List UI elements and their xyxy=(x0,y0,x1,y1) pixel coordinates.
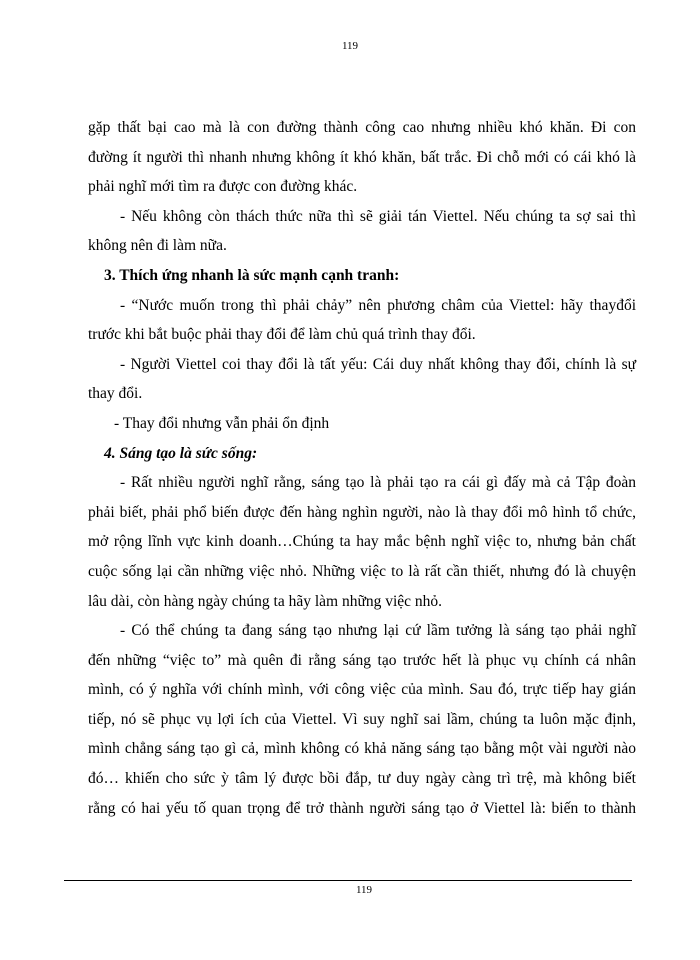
page-number-top: 119 xyxy=(341,40,359,52)
paragraph-2 xyxy=(88,202,636,261)
text-line: - “Nước muốn trong thì phải chảy” nên phương châm của Viettel: hãy thayđổi xyxy=(120,296,636,314)
paragraph-4 xyxy=(88,350,636,409)
text-line: tiếp, nó sẽ phục vụ lợi ích của Viettel. Vì suy nghĩ sai lầm, chúng ta luôn mặc định, xyxy=(88,710,636,728)
text-line: mình, có ý nghĩa với chính mình, với công việc của mình. Sau đó, trực tiếp hay gián xyxy=(88,681,636,699)
page-number-bottom: 119 xyxy=(355,884,373,896)
text-line: phải nghĩ mới tìm ra được con đường khác. xyxy=(88,178,358,196)
text-line: gặp thất bại cao mà là con đường thành công cao nhưng nhiều khó khăn. Đi con xyxy=(88,119,636,136)
paragraph-3 xyxy=(88,291,636,350)
text-line: - Rất nhiều người nghĩ rằng, sáng tạo là phải tạo ra cái gì đấy mà cả Tập đoàn xyxy=(120,474,636,492)
paragraph-6 xyxy=(88,616,636,823)
section-heading-3: 3. Thích ứng nhanh là sức mạnh cạnh tranh: xyxy=(104,266,400,284)
section-heading-4: 4. Sáng tạo là sức sống: xyxy=(104,444,258,462)
text-line: lâu dài, còn hàng ngày chúng ta hãy làm những việc nhỏ. xyxy=(88,592,443,610)
text-line: đường ít người thì nhanh nhưng không ít khó khăn, bất trắc. Đi chỗ mới có cái khó là xyxy=(88,148,636,166)
text-line: rằng có hai yếu tố quan trọng để trở thành người sáng tạo ở Viettel là: biến to thành xyxy=(88,799,636,817)
footer-divider xyxy=(64,880,632,881)
text-line: - Có thể chúng ta đang sáng tạo nhưng lại cứ lầm tưởng là sáng tạo phải nghĩ xyxy=(120,622,636,640)
paragraph-1 xyxy=(88,113,636,202)
text-line: phải biết, phải phổ biến được đến hàng nghìn người, nào là thay đổi mô hình tổ chức, xyxy=(88,503,636,521)
text-line: đến những “việc to” mà quên đi rằng sáng tạo trước hết là phục vụ chính cá nhân xyxy=(88,651,636,669)
paragraph-5 xyxy=(88,468,636,616)
text-line: mình chẳng sáng tạo gì cả, mình không có khả năng sáng tạo bằng một vài người nào xyxy=(88,740,636,758)
text-line: đó… khiến cho sức ỳ tâm lý được bồi đắp, tư duy ngày càng trì trệ, mà không biết xyxy=(88,770,636,788)
text-line: cuộc sống lại cần những việc nhỏ. Những việc to là rất cần thiết, nhưng đó là chuyện xyxy=(88,562,636,580)
text-line: - Nếu không còn thách thức nữa thì sẽ giải tán Viettel. Nếu chúng ta sợ sai thì xyxy=(120,207,636,225)
text-line: - Người Viettel coi thay đổi là tất yếu: Cái duy nhất không thay đổi, chính là sự xyxy=(120,355,636,373)
list-item: - Thay đổi nhưng vẫn phải ổn định xyxy=(114,414,330,432)
text-line: mở rộng lĩnh vực kinh doanh…Chúng ta hay mắc bệnh nghĩ việc to, nhưng bản chất xyxy=(88,533,636,551)
text-line: không nên đi làm nữa. xyxy=(88,237,227,255)
text-line: trước khi bắt buộc phải thay đổi để làm chủ quá trình thay đổi. xyxy=(88,326,476,344)
text-line: thay đổi. xyxy=(88,385,143,403)
document-body xyxy=(88,113,636,823)
